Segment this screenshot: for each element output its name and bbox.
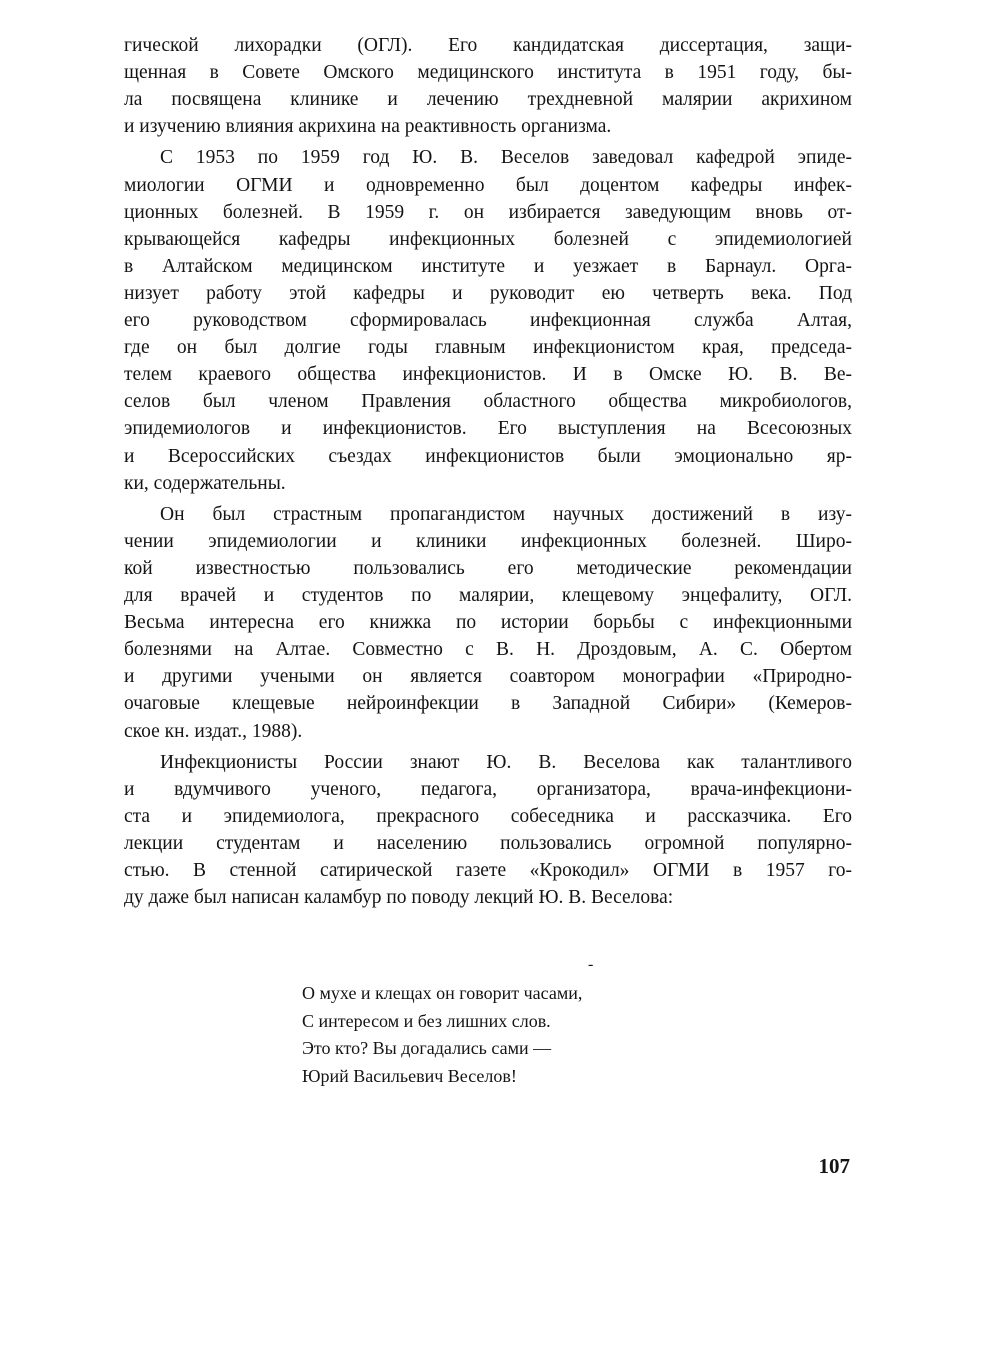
page-number: 107 bbox=[818, 1154, 850, 1178]
text-line: чении эпидемиологии и клиники инфекционных болезней. Широ- bbox=[124, 531, 852, 552]
verse-line: Юрий Васильевич Веселов! bbox=[302, 1066, 517, 1086]
text-line: ское кн. издат., 1988). bbox=[124, 721, 303, 742]
text-line: лекции студентам и населению пользовались огромной популярно- bbox=[124, 833, 852, 854]
text-line: где он был долгие годы главным инфекционистом края, председа- bbox=[124, 337, 852, 358]
text-line: и изучению влияния акрихина на реактивность организма. bbox=[124, 116, 612, 137]
text-line: кой известностью пользовались его методические рекомендации bbox=[124, 558, 852, 579]
verse-line: Это кто? Вы догадались сами — bbox=[302, 1038, 552, 1058]
text-line: миологии ОГМИ и одновременно был доцентом кафедры инфек- bbox=[124, 175, 852, 196]
text-line: низует работу этой кафедры и руководит ею четверть века. Под bbox=[124, 283, 852, 304]
text-line: гической лихорадки (ОГЛ). Его кандидатская диссертация, защи- bbox=[124, 35, 852, 56]
text-line: стью. В стенной сатирической газете «Крокодил» ОГМИ в 1957 го- bbox=[124, 860, 852, 881]
text-line: для врачей и студентов по малярии, клещевому энцефалиту, ОГЛ. bbox=[124, 585, 852, 606]
text-line: Он был страстным пропагандистом научных достижений в изу- bbox=[160, 504, 852, 525]
text-line: Весьма интересна его книжка по истории борьбы с инфекционными bbox=[124, 612, 852, 633]
text-line: и другими учеными он является соавтором монографии «Природно- bbox=[124, 666, 852, 687]
text-line: и Всероссийских съездах инфекционистов были эмоционально яр- bbox=[124, 446, 852, 467]
text-line: очаговые клещевые нейроинфекции в Западной Сибири» (Кемеров- bbox=[124, 693, 852, 714]
text-line: ла посвящена клинике и лечению трехдневной малярии акрихином bbox=[124, 89, 852, 110]
text-line: Инфекционисты России знают Ю. В. Веселова как талантливого bbox=[160, 752, 852, 773]
verse-line: С интересом и без лишних слов. bbox=[302, 1011, 551, 1031]
text-line: крывающейся кафедры инфекционных болезней с эпидемиологией bbox=[124, 229, 852, 250]
text-line: селов был членом Правления областного общества микробиологов, bbox=[124, 391, 852, 412]
text-line: эпидемиологов и инфекционистов. Его выступления на Всесоюзных bbox=[124, 418, 852, 439]
text-line: ционных болезней. В 1959 г. он избирается заведующим вновь от- bbox=[124, 202, 852, 223]
text-line: болезнями на Алтае. Совместно с В. Н. Дроздовым, А. С. Обертом bbox=[124, 639, 852, 660]
text-line: и вдумчивого ученого, педагога, организатора, врача-инфекциони- bbox=[124, 779, 852, 800]
text-line: его руководством сформировалась инфекционная служба Алтая, bbox=[124, 310, 852, 331]
text-line: ду даже был написан каламбур по поводу лекций Ю. В. Веселова: bbox=[124, 887, 674, 908]
text-line: щенная в Совете Омского медицинского института в 1951 году, бы- bbox=[124, 62, 852, 83]
text-line: телем краевого общества инфекционистов. И в Омске Ю. В. Ве- bbox=[124, 364, 852, 385]
text-line: в Алтайском медицинском институте и уезжает в Барнаул. Орга- bbox=[124, 256, 852, 277]
text-line: ки, содержательны. bbox=[124, 473, 286, 494]
verse-line: О мухе и клещах он говорит часами, bbox=[302, 983, 583, 1003]
stray-mark: - bbox=[588, 956, 594, 973]
text-line: ста и эпидемиолога, прекрасного собеседника и рассказчика. Его bbox=[124, 806, 852, 827]
text-line: С 1953 по 1959 год Ю. В. Веселов заведовал кафедрой эпиде- bbox=[160, 147, 852, 168]
